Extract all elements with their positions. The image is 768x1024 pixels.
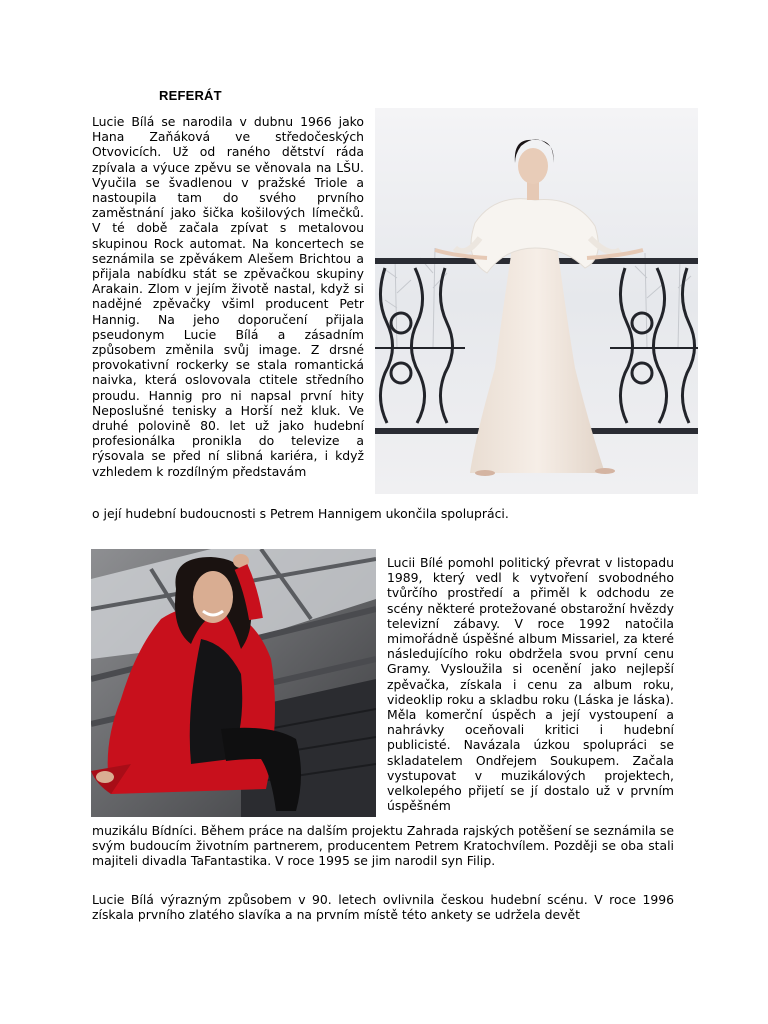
paragraph-3: Lucie Bílá výrazným způsobem v 90. letech ovlivnila českou hudební scénu. V roce 1996 získala prvního zlatého slavíka a na prvním místě této ankety se udržela devět (92, 892, 674, 923)
paragraph-2: Lucii Bílé pomohl politický převrat v listopadu 1989, který vedl k vytvoření svobodného tvůrčího prostředí a přiměl k odchodu ze scény některé protežované obstarožní hvězdy televizní zábavy. V roce 1992 natočila mimořádně úspěšné album Missariel, za které následujícího roku obdržela svou první cenu Gramy. Vysloužila si ocenění jako nejlepší zpěvačka, získala i cenu za album roku, videoklip roku a skladbu roku (Láska je láska). Měla komerční úspěch a její vystoupení a nahrávky oceňovali kritici i hudební publicisté. Navázala úzkou spolupráci se skladatelem Ondřejem Soukupem. Začala vystupovat v muzikálových projektech, velkolepého přijetí se jí dostalo už v prvním úspěšném (387, 555, 674, 814)
paragraph-1-tail: o její hudební budoucnosti s Petrem Hannigem ukončila spolupráci. (92, 506, 509, 521)
document-title: REFERÁT (159, 88, 222, 103)
photo-red-coat-stairs (91, 549, 376, 817)
photo-white-gown-balcony (375, 108, 698, 494)
paragraph-1: Lucie Bílá se narodila v dubnu 1966 jako Hana Zaňáková ve středočeských Otvovicích. Už od raného dětství ráda zpívala a výuce zpěvu se věnovala na LŠU. Vyučila se švadlenou v pražské Triole a nastoupila tam do svého prvního zaměstnání jako šička košilových límečků. V té době začala zpívat s metalovou skupinou Rock automat. Na koncertech se seznámila se zpěvákem Alešem Brichtou a přijala nabídku stát se zpěvačkou skupiny Arakain. Zlom v jejím životě nastal, když si nadějné zpěvačky všiml producent Petr Hannig. Na jeho doporučení přijala pseudonym Lucie Bílá a zásadním způsobem změnila svůj image. Z drsné provokativní rockerky se stala romantická naivka, která oslovovala ctitele středního proudu. Hannig pro ni napsal první hity Neposlušné tenisky a Horší než kluk. Ve druhé polovině 80. let už jako hudební profesionálka pronikla do televize a rýsovala se před ní slibná kariéra, i když vzhledem k rozdílným představám (92, 114, 364, 479)
paragraph-2-tail: muzikálu Bídníci. Během práce na dalším projektu Zahrada rajských potěšení se seznámila se svým budoucím životním partnerem, producentem Petrem Kratochvílem. Později se oba stali majiteli divadla TaFantastika. V roce 1995 se jim narodil syn Filip. (92, 823, 674, 869)
